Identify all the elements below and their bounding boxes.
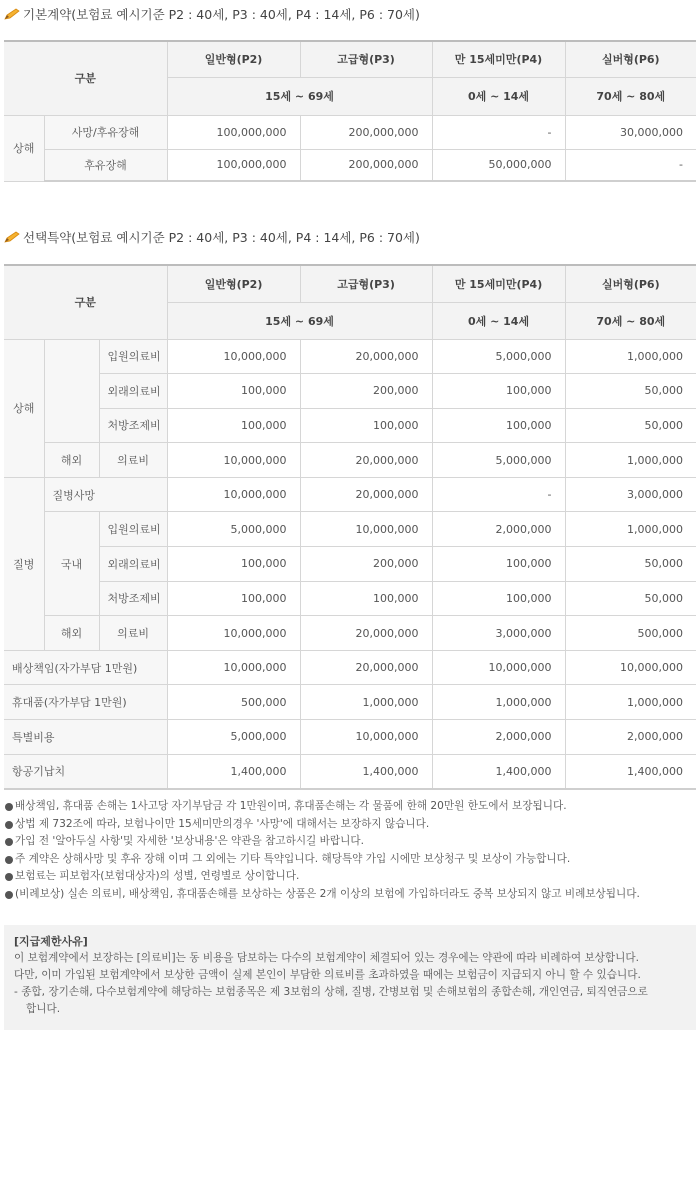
sub-label-overseas: 해외 <box>44 616 99 651</box>
row-label: 외래의료비 <box>99 547 167 582</box>
cell-value: 100,000 <box>300 408 432 443</box>
payment-limit-line: 합니다. <box>26 1003 61 1015</box>
cell-value: 2,000,000 <box>565 720 696 755</box>
cell-value: 1,400,000 <box>167 754 300 789</box>
cell-value: 30,000,000 <box>565 115 696 149</box>
cell-value: 5,000,000 <box>432 339 565 374</box>
bullet-icon <box>5 856 13 864</box>
pencil-icon <box>4 231 20 243</box>
cell-value: 500,000 <box>565 616 696 651</box>
cell-value: 5,000,000 <box>167 512 300 547</box>
cell-value: 2,000,000 <box>432 720 565 755</box>
bullet-icon <box>5 803 13 811</box>
header-category: 구분 <box>4 41 167 115</box>
section-title-basic-text: 기본계약(보험료 예시기준 P2 : 40세, P3 : 40세, P4 : 14세, P6 : 70세) <box>23 7 420 22</box>
cell-value: 10,000,000 <box>300 720 432 755</box>
header-age-p4: 0세 ~ 14세 <box>432 302 565 339</box>
group-injury: 상해 <box>4 115 44 181</box>
bullet-icon <box>5 891 13 899</box>
cell-value: 10,000,000 <box>167 443 300 478</box>
cell-value: 1,000,000 <box>565 339 696 374</box>
cell-value: 10,000,000 <box>167 477 300 512</box>
cell-value: 10,000,000 <box>565 650 696 685</box>
cell-value: 100,000 <box>300 581 432 616</box>
cell-value: - <box>432 477 565 512</box>
cell-value: 100,000 <box>432 547 565 582</box>
cell-value: 10,000,000 <box>432 650 565 685</box>
pencil-icon <box>4 8 20 20</box>
note-item <box>4 798 696 816</box>
payment-limit-line: - 종합, 장기손해, 다수보험계약에 해당하는 보험종목은 제 3보험의 상해, 질병, 간병보험 및 손해보험의 종합손해, 개인연금, 퇴직연금으로 <box>14 986 648 998</box>
cell-value: 1,000,000 <box>432 685 565 720</box>
note-text: 주 계약은 상해사망 및 후유 장해 이며 그 외에는 기타 특약입니다. 해당특약 가입 시에만 보상청구 및 보상이 가능합니다. <box>15 852 571 865</box>
header-plan-p4: 만 15세미만(P4) <box>432 265 565 302</box>
cell-value: 50,000 <box>565 547 696 582</box>
cell-value: - <box>565 149 696 181</box>
cell-value: 3,000,000 <box>565 477 696 512</box>
row-label: 사망/후유장해 <box>44 115 167 149</box>
payment-limit-box <box>4 925 696 1030</box>
group-disease: 질병 <box>4 477 44 650</box>
header-age-p2-p3: 15세 ~ 69세 <box>167 77 432 115</box>
header-plan-p4: 만 15세미만(P4) <box>432 41 565 77</box>
cell-value: 20,000,000 <box>300 616 432 651</box>
cell-value: 100,000 <box>432 374 565 409</box>
cell-value: - <box>432 115 565 149</box>
note-item <box>4 816 696 834</box>
cell-value: 3,000,000 <box>432 616 565 651</box>
cell-value: 10,000,000 <box>300 512 432 547</box>
row-label: 후유장해 <box>44 149 167 181</box>
header-plan-p6: 실버형(P6) <box>565 265 696 302</box>
note-text: (비례보상) 실손 의료비, 배상책임, 휴대품손해를 보상하는 상품은 2개 이상의 보험에 가입하더라도 중복 보상되지 않고 비례보상됩니다. <box>15 887 640 900</box>
cell-value: 10,000,000 <box>167 616 300 651</box>
header-age-p6: 70세 ~ 80세 <box>565 302 696 339</box>
row-label: 배상책임(자가부담 1만원) <box>4 650 167 685</box>
row-label: 입원의료비 <box>99 339 167 374</box>
cell-value: 1,000,000 <box>300 685 432 720</box>
cell-value: 100,000 <box>432 408 565 443</box>
header-age-p4: 0세 ~ 14세 <box>432 77 565 115</box>
note-text: 상법 제 732조에 따라, 보험나이만 15세미만의경우 '사망'에 대해서는 보장하지 않습니다. <box>15 817 430 830</box>
cell-value: 1,000,000 <box>565 685 696 720</box>
cell-value: 200,000 <box>300 374 432 409</box>
note-item <box>4 833 696 851</box>
cell-value: 20,000,000 <box>300 650 432 685</box>
header-plan-p3: 고급형(P3) <box>300 265 432 302</box>
row-label: 질병사망 <box>44 477 167 512</box>
cell-value: 1,400,000 <box>432 754 565 789</box>
cell-value: 20,000,000 <box>300 443 432 478</box>
cell-value: 50,000 <box>565 408 696 443</box>
cell-value: 20,000,000 <box>300 339 432 374</box>
bullet-icon <box>5 838 13 846</box>
header-plan-p2: 일반형(P2) <box>167 265 300 302</box>
cell-value: 5,000,000 <box>167 720 300 755</box>
cell-value: 1,400,000 <box>300 754 432 789</box>
row-label: 의료비 <box>99 616 167 651</box>
sub-label-domestic: 국내 <box>44 512 99 616</box>
note-item <box>4 851 696 869</box>
cell-value: 1,400,000 <box>565 754 696 789</box>
cell-value: 1,000,000 <box>565 443 696 478</box>
section-title-optional <box>4 229 420 247</box>
note-text: 가입 전 '알아두실 사항'및 자세한 '보상내용'은 약관을 참고하시길 바랍니다. <box>15 835 364 848</box>
bullet-icon <box>5 821 13 829</box>
payment-limit-title: [지급제한사유] <box>14 935 88 948</box>
cell-value: 500,000 <box>167 685 300 720</box>
row-label: 입원의료비 <box>99 512 167 547</box>
header-plan-p6: 실버형(P6) <box>565 41 696 77</box>
cell-value: 50,000 <box>565 374 696 409</box>
cell-value: 200,000 <box>300 547 432 582</box>
cell-value: 200,000,000 <box>300 149 432 181</box>
header-age-p6: 70세 ~ 80세 <box>565 77 696 115</box>
injury-domestic-cell <box>44 339 99 443</box>
cell-value: 50,000,000 <box>432 149 565 181</box>
note-item <box>4 886 696 904</box>
cell-value: 100,000,000 <box>167 149 300 181</box>
note-text: 배상책임, 휴대품 손해는 1사고당 자기부담금 각 1만원이며, 휴대품손해는 각 물품에 한해 20만원 한도에서 보장됩니다. <box>15 800 567 812</box>
row-label: 특별비용 <box>4 720 167 755</box>
payment-limit-line: 다만, 이미 가입된 보험계약에서 보상한 금액이 실제 본인이 부담한 의료비를 초과하였을 때에는 보험금이 지급되지 아니 할 수 있습니다. <box>14 969 641 981</box>
cell-value: 1,000,000 <box>565 512 696 547</box>
notes-list <box>4 798 696 904</box>
cell-value: 100,000,000 <box>167 115 300 149</box>
cell-value: 50,000 <box>565 581 696 616</box>
cell-value: 10,000,000 <box>167 339 300 374</box>
cell-value: 200,000,000 <box>300 115 432 149</box>
row-label: 처방조제비 <box>99 581 167 616</box>
header-age-p2-p3: 15세 ~ 69세 <box>167 302 432 339</box>
row-label: 항공기납치 <box>4 754 167 789</box>
group-injury: 상해 <box>4 339 44 477</box>
basic-coverage-table <box>4 40 696 182</box>
header-plan-p2: 일반형(P2) <box>167 41 300 77</box>
cell-value: 2,000,000 <box>432 512 565 547</box>
note-text: 보험료는 피보험자(보험대상자)의 성별, 연령별로 상이합니다. <box>15 870 300 883</box>
sub-label-overseas: 해외 <box>44 443 99 478</box>
row-label: 휴대품(자가부담 1만원) <box>4 685 167 720</box>
cell-value: 5,000,000 <box>432 443 565 478</box>
section-title-basic <box>4 6 420 24</box>
row-label: 외래의료비 <box>99 374 167 409</box>
payment-limit-line: 이 보험계약에서 보장하는 [의료비]는 동 비용을 담보하는 다수의 보험계약이 체결되어 있는 경우에는 약관에 따라 비례하여 보상합니다. <box>14 952 639 964</box>
cell-value: 10,000,000 <box>167 650 300 685</box>
cell-value: 100,000 <box>432 581 565 616</box>
bullet-icon <box>5 873 13 881</box>
header-plan-p3: 고급형(P3) <box>300 41 432 77</box>
cell-value: 100,000 <box>167 408 300 443</box>
header-category: 구분 <box>4 265 167 339</box>
row-label: 처방조제비 <box>99 408 167 443</box>
cell-value: 100,000 <box>167 581 300 616</box>
cell-value: 20,000,000 <box>300 477 432 512</box>
cell-value: 100,000 <box>167 547 300 582</box>
row-label: 의료비 <box>99 443 167 478</box>
note-item <box>4 868 696 886</box>
section-title-optional-text: 선택특약(보험료 예시기준 P2 : 40세, P3 : 40세, P4 : 14세, P6 : 70세) <box>23 230 420 245</box>
cell-value: 100,000 <box>167 374 300 409</box>
optional-coverage-table <box>4 264 696 790</box>
